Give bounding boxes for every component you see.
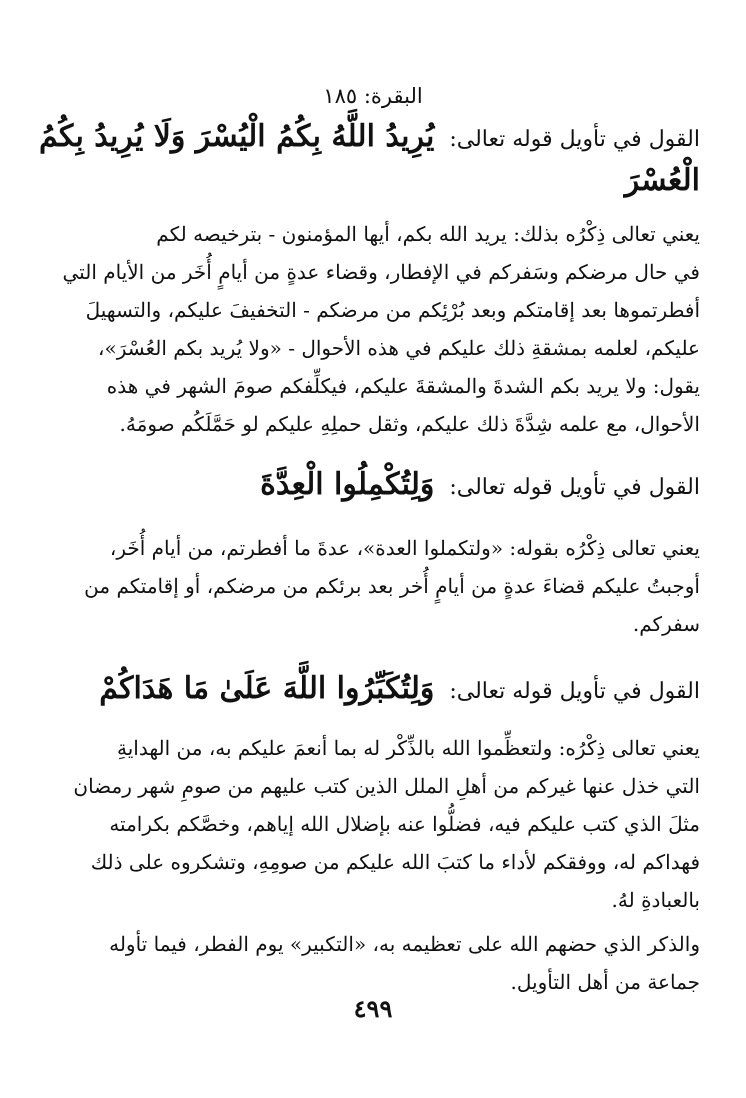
text-line: يعني تعالى ذِكْرُه: ولتعظِّموا الله بالذِّكْر له بما أنعمَ عليكم به، من الهدايةِ [116,736,700,760]
section-1 [40,118,700,443]
text-line: بالعبادةِ لهُ. [611,888,700,912]
section-3-body-2 [40,925,700,1001]
section-2-heading [40,466,700,507]
page-number: ٤٩٩ [353,994,393,1023]
section-3 [40,670,700,1001]
text-line: يعني تعالى ذِكْرُه بقوله: «ولتكملوا العدة»، عدةَ ما أفطرتم، من أيام أُخَر، [109,536,700,560]
surah-reference: البقرة: ١٨٥ [323,84,423,108]
text-line: عليكم، لعلمه بمشقةِ ذلك عليكم في هذه الأحوال - «ولا يُريد بكم العُسْرَ»، [98,336,700,360]
text-line: سفركم. [632,612,700,636]
text-line: يعني تعالى ذِكْرُه بذلك: يريد الله بكم، أيها المؤمنون - بترخيصه لكم [156,222,700,246]
section-1-heading [40,118,700,159]
quran-verse: وَلِتُكْمِلُوا الْعِدَّةَ [260,467,435,502]
text-line: الأحوال، مع علمه شِدَّةَ ذلك عليكم، وثقل حملِهِ عليكم لو حَمَّلَكُم صومَهُ. [119,412,700,436]
text-line: مثلَ الذي كتب عليكم فيه، فضلُّوا عنه بإضلال الله إياهم، وخصَّكم بكرامته [109,812,700,836]
quran-verse: يُرِيدُ اللَّهُ بِكُمُ الْيُسْرَ وَلَا يُرِيدُ بِكُمُ [38,119,435,154]
heading-prefix: القول في تأويل قوله تعالى: [449,679,700,704]
text-line: في حال مرضكم وسَفركم في الإفطار، وقضاء عدةٍ من أيامٍ أُخَر من الأيام التي [62,260,700,284]
text-line: يقول: ولا يريد بكم الشدةَ والمشقةَ عليكم، فيكلِّفكم صومَ الشهر في هذه [106,374,700,398]
text-line: أوجبتُ عليكم قضاءَ عدةٍ من أيامٍ أُخر بعد برئكم من مرضكم، أو إقامتكم من [84,574,700,598]
section-3-heading [40,670,700,711]
section-2 [40,466,700,643]
heading-prefix: القول في تأويل قوله تعالى: [449,475,700,500]
text-line: أفطرتموها بعد إقامتكم وبعد بُرْئِكم من مرضكم - التخفيفَ عليكم، والتسهيلَ [85,298,700,322]
section-2-body [40,529,700,643]
section-3-body [40,729,700,919]
quran-verse: وَلِتُكَبِّرُوا اللَّهَ عَلَىٰ مَا هَدَاكُمْ [99,671,435,706]
quran-verse-continuation: الْعُسْرَ [624,163,700,198]
text-line: جماعة من أهل التأويل. [510,970,700,994]
text-line: والذكر الذي حضهم الله على تعظيمه به، «التكبير» يوم الفطر، فيما تأوله [109,932,700,956]
text-line: التي خذل عنها غيركم من أهلِ الملل الذين كتب عليهم من صومِ شهر رمضان [73,774,700,798]
text-line: فهداكم له، ووفقكم لأداء ما كتبَ الله عليكم من صومِهِ، وتشكروه على ذلك [90,850,700,874]
heading-prefix: القول في تأويل قوله تعالى: [449,127,700,152]
section-1-body [40,215,700,443]
